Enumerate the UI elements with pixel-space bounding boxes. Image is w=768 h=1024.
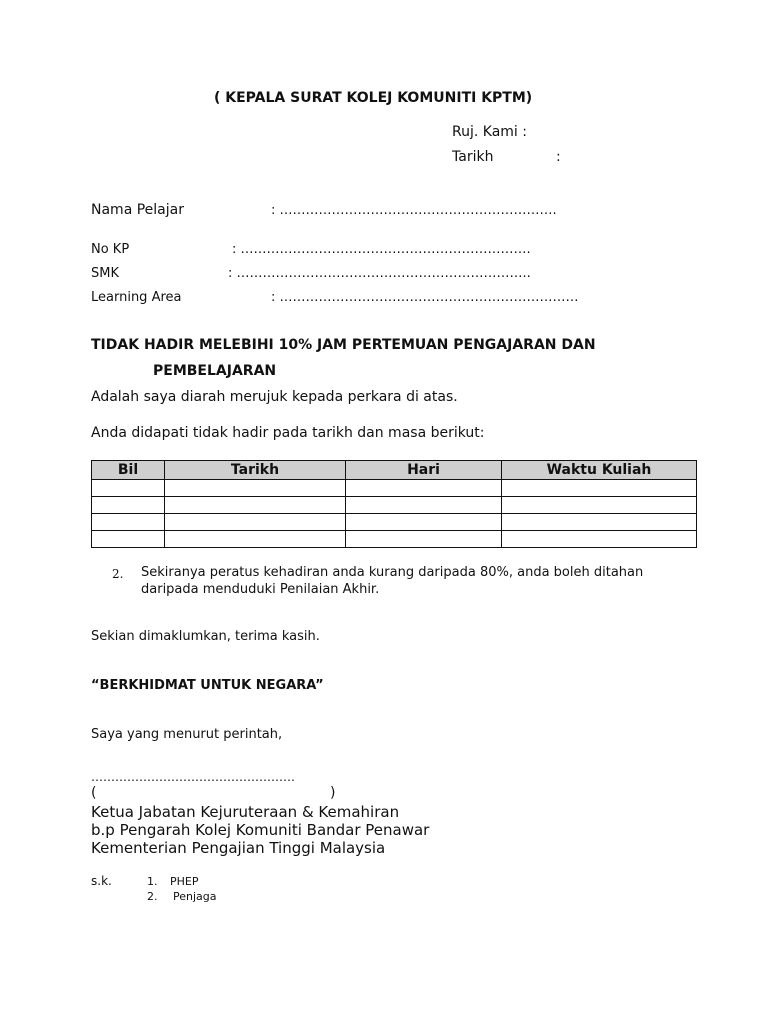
signature-line: …………………………………………… <box>91 770 295 784</box>
table-cell <box>92 480 165 497</box>
cc-item-2-number: 2. <box>147 890 158 903</box>
table-cell <box>165 514 346 531</box>
header-tarikh: Tarikh <box>165 461 346 480</box>
cc-item-1-text: PHEP <box>170 875 199 888</box>
date-colon: : <box>556 149 561 165</box>
reference-label: Ruj. Kami : <box>452 124 527 140</box>
motto: “BERKHIDMAT UNTUK NEGARA” <box>91 678 324 693</box>
cc-item-1-number: 1. <box>147 875 158 888</box>
smk-field: : ………………………………………………………….. <box>228 266 531 281</box>
closing-thanks: Sekian dimaklumkan, terima kasih. <box>91 629 320 644</box>
student-name-label: Nama Pelajar <box>91 202 184 218</box>
smk-label: SMK <box>91 266 119 281</box>
learning-area-label: Learning Area <box>91 290 182 305</box>
header-hari: Hari <box>346 461 502 480</box>
note-line-1: Sekiranya peratus kehadiran anda kurang daripada 80%, anda boleh ditahan <box>141 565 644 580</box>
table-cell <box>92 514 165 531</box>
table-cell <box>502 497 697 514</box>
subject-line-2: PEMBELAJARAN <box>153 363 277 379</box>
table-cell <box>346 480 502 497</box>
header-bil: Bil <box>92 461 165 480</box>
table-cell <box>502 480 697 497</box>
note-line-2: daripada menduduki Penilaian Akhir. <box>141 582 380 597</box>
table-row <box>92 514 697 531</box>
table-row <box>92 497 697 514</box>
date-label: Tarikh <box>452 149 494 165</box>
signatory-title-1: Ketua Jabatan Kejuruteraan & Kemahiran <box>91 803 400 821</box>
table-cell <box>346 497 502 514</box>
table-cell <box>92 497 165 514</box>
table-cell <box>165 480 346 497</box>
student-name-field: : ………………………………………………………. <box>271 203 557 218</box>
cc-label: s.k. <box>91 874 112 888</box>
ic-number-field: : …………………………………………………………. <box>232 242 531 257</box>
intro-paragraph: Adalah saya diarah merujuk kepada perkara di atas. <box>91 389 458 405</box>
order-line: Saya yang menurut perintah, <box>91 727 283 742</box>
subject-line-1: TIDAK HADIR MELEBIHI 10% JAM PERTEMUAN PENGAJARAN DAN <box>91 337 596 353</box>
note-number: 2. <box>112 567 124 581</box>
table-cell <box>165 497 346 514</box>
table-row <box>92 531 697 548</box>
learning-area-field: : …………………………………………………………… <box>271 290 579 305</box>
ic-number-label: No KP <box>91 242 130 257</box>
table-cell <box>346 531 502 548</box>
header-waktu-kuliah: Waktu Kuliah <box>502 461 697 480</box>
table-cell <box>346 514 502 531</box>
table-cell <box>165 531 346 548</box>
table-row <box>92 480 697 497</box>
name-paren-open: ( <box>91 785 97 801</box>
cc-item-2-text: Penjaga <box>173 890 217 903</box>
table-cell <box>92 531 165 548</box>
table-header-row <box>92 461 697 480</box>
signatory-title-3: Kementerian Pengajian Tinggi Malaysia <box>91 839 386 857</box>
signatory-title-2: b.p Pengarah Kolej Komuniti Bandar Penawar <box>91 821 430 839</box>
absence-paragraph: Anda didapati tidak hadir pada tarikh dan masa berikut: <box>91 425 485 441</box>
name-paren-close: ) <box>330 785 336 801</box>
absence-table <box>91 460 697 548</box>
table-cell <box>502 514 697 531</box>
letterhead-title: ( KEPALA SURAT KOLEJ KOMUNITI KPTM) <box>214 90 533 106</box>
table-cell <box>502 531 697 548</box>
